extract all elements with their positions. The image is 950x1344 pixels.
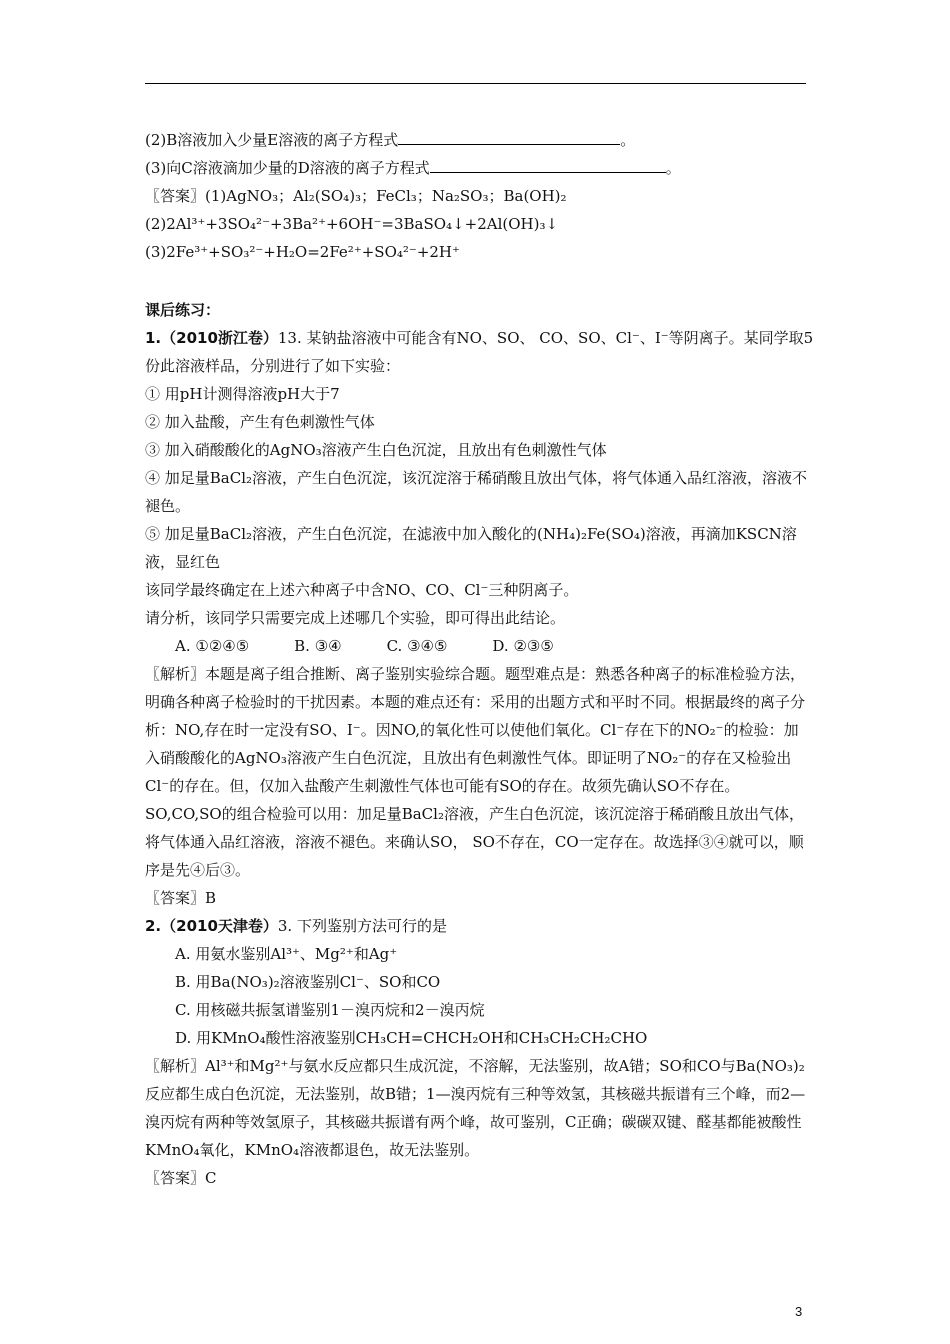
problem-number: 1.（2010浙江卷） xyxy=(145,329,278,347)
option-d: D. 用KMnO₄酸性溶液鉴别CH₃CH=CHCH₂OH和CH₃CH₂CH₂CHO xyxy=(175,1029,648,1047)
problem-number: 2.（2010天津卷） xyxy=(145,917,278,935)
question-text: 请分析，该同学只需要完成上述哪几个实验，即可得出此结论。 xyxy=(145,609,566,627)
experiment-item: ① 用pH计测得溶液pH大于7 xyxy=(145,385,340,403)
answer-equation: (3)2Fe³⁺+SO₃²⁻+H₂O=2Fe²⁺+SO₄²⁻+2H⁺ xyxy=(145,243,460,261)
question-part-3 xyxy=(145,154,810,182)
option-b: B. 用Ba(NO₃)₂溶液鉴别Cl⁻、SO和CO xyxy=(175,973,441,991)
answer-line: 〖答案〗B xyxy=(145,889,217,907)
answer-blank[interactable] xyxy=(430,157,666,173)
question-text: (3)向C溶液滴加少量的D溶液的离子方程式 xyxy=(145,159,430,177)
header-rule xyxy=(145,83,806,84)
problem-2-stem xyxy=(145,912,810,940)
problem-1-stem xyxy=(145,324,814,352)
spacer xyxy=(145,266,810,296)
question-part-2 xyxy=(145,126,810,154)
analysis-text: 〖解析〗Al³⁺和Mg²⁺与氨水反应都只生成沉淀，不溶解，无法鉴别，故A错；SO和CO与Ba(NO₃)₂反应都生成白色沉淀，无法鉴别，故B错；1—溴丙烷有三种等效氢，其核磁共振谱有三个峰，而2—溴丙烷有两种等效氢原子，其核磁共振谱有两个峰，故可鉴别，C正确；碳碳双键、醛基都能被酸性KMnO₄氧化，KMnO₄溶液都退色，故无法鉴别。 xyxy=(145,1057,806,1159)
experiment-item: ④ 加足量BaCl₂溶液，产生白色沉淀，该沉淀溶于稀硝酸且放出气体，将气体通入品红溶液，溶液不褪色。 xyxy=(145,469,808,515)
answer-line: 〖答案〗C xyxy=(145,1169,217,1187)
document-body xyxy=(145,126,814,1192)
problem-text: 份此溶液样品，分别进行了如下实验： xyxy=(145,357,401,375)
experiment-item: ② 加入盐酸，产生有色刺激性气体 xyxy=(145,413,375,431)
option-a: A. 用氨水鉴别Al³⁺、Mg²⁺和Ag⁺ xyxy=(175,945,398,963)
conclusion-text: 该同学最终确定在上述六种离子中含NO、CO、Cl⁻三种阴离子。 xyxy=(145,581,579,599)
question-text: (2)B溶液加入少量E溶液的离子方程式 xyxy=(145,131,399,149)
option-c: C. 用核磁共振氢谱鉴别1－溴丙烷和2－溴丙烷 xyxy=(175,1001,485,1019)
experiment-item: ③ 加入硝酸酸化的AgNO₃溶液产生白色沉淀，且放出有色刺激性气体 xyxy=(145,441,607,459)
answer-blank[interactable] xyxy=(398,129,620,145)
section-heading: 课后练习： xyxy=(145,301,221,319)
experiment-item: ⑤ 加足量BaCl₂溶液，产生白色沉淀，在滤液中加入酸化的(NH₄)₂Fe(SO₄)溶液，再滴加KSCN溶液，显红色 xyxy=(145,525,797,571)
sentence-end: 。 xyxy=(620,131,636,149)
problem-text: 3. 下列鉴别方法可行的是 xyxy=(277,917,447,935)
answer-options: A. ①②④⑤ B. ③④ C. ③④⑤ D. ②③⑤ xyxy=(175,637,554,655)
answer-equation: (2)2Al³⁺+3SO₄²⁻+3Ba²⁺+6OH⁻=3BaSO₄↓+2Al(OH)₃↓ xyxy=(145,215,559,233)
sentence-end: 。 xyxy=(665,159,681,177)
problem-text: 13. 某钠盐溶液中可能含有NO、SO、 CO、SO、Cl⁻、I⁻等阴离子。某同学取5 xyxy=(277,329,814,347)
answer-line: 〖答案〗(1)AgNO₃；Al₂(SO₄)₃；FeCl₃；Na₂SO₃；Ba(OH)₂ xyxy=(145,187,567,205)
page-number: 3 xyxy=(795,1304,803,1319)
analysis-text: 〖解析〗本题是离子组合推断、离子鉴别实验综合题。题型难点是：熟悉各种离子的标准检验方法，明确各种离子检验时的干扰因素。本题的难点还有：采用的出题方式和平时不同。根据最终的离子分析：NO,存在时一定没有SO、I⁻。因NO,的氧化性可以使他们氧化。Cl⁻存在下的NO₂⁻的检验：加入硝酸酸化的AgNO₃溶液产生白色沉淀，且放出有色刺激性气体。即证明了NO₂⁻的存在又检验出Cl⁻的存在。但，仅加入盐酸产生刺激性气体也可能有SO的存在。故须先确认SO不存在。SO,CO,SO的组合检验可以用：加足量BaCl₂溶液，产生白色沉淀，该沉淀溶于稀硝酸且放出气体，将气体通入品红溶液，溶液不褪色。来确认SO， SO不存在，CO一定存在。故选择③④就可以，顺序是先④后③。 xyxy=(145,665,806,879)
